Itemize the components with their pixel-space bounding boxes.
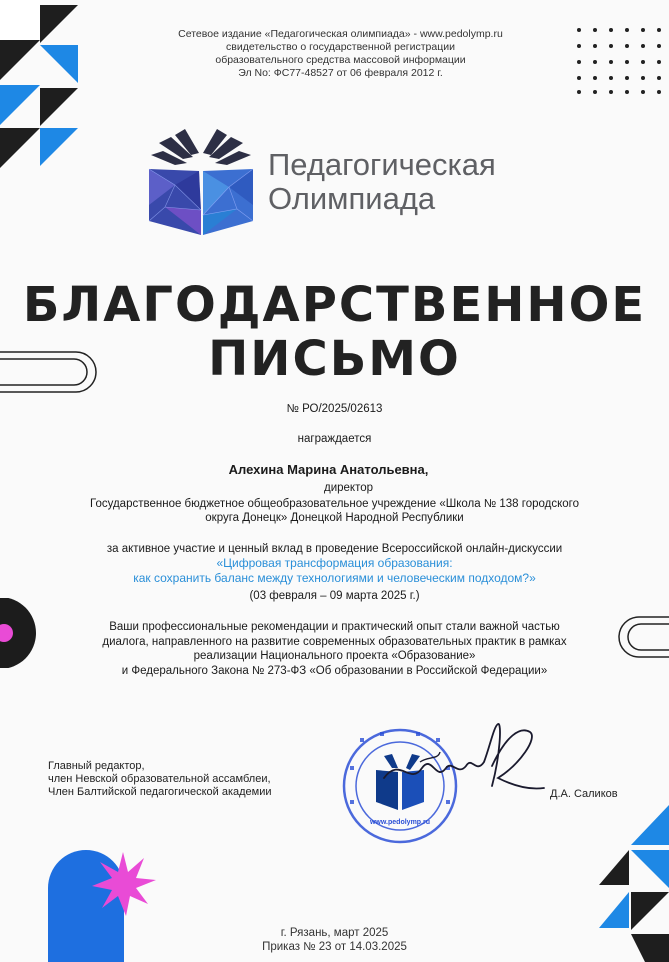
awarded-label: награждается: [297, 433, 372, 445]
header-line: свидетельство о государственной регистрации: [226, 41, 455, 53]
header-line: образовательного средства массовой информации: [215, 54, 466, 66]
role-line: Член Балтийской педагогической академии: [48, 786, 272, 798]
body-line: реализации Национального проекта «Образование»: [193, 650, 476, 662]
event-title: [0, 556, 669, 586]
header-registration: [6, 28, 669, 80]
certificate-number: № РО/2025/02613: [286, 403, 383, 415]
event-title-line: как сохранить баланс между технологиями и человеческим подходом?»: [133, 571, 536, 585]
organization-line: Государственное бюджетное общеобразовательное учреждение «Школа № 138 городского: [90, 498, 579, 510]
title-line: ПИСЬМО: [208, 331, 461, 387]
body-line: диалога, направленного на развитие современных образовательных практик в рамках: [102, 635, 567, 648]
appreciation-text: [0, 620, 669, 678]
body-line: Ваши профессиональные рекомендации и практический опыт стали важной частью: [109, 621, 560, 633]
footer-line: г. Рязань, март 2025: [280, 927, 389, 939]
logo-line: Олимпиада: [268, 181, 436, 216]
role-line: член Невской образовательной ассамблеи,: [48, 773, 271, 785]
handwritten-signature: [380, 716, 550, 806]
logo-wordmark: [268, 148, 496, 216]
event-dates: (03 февраля – 09 марта 2025 г.): [249, 590, 420, 602]
stamp-url: www.pedolymp.ru: [369, 819, 431, 826]
event-intro: за активное участие и ценный вклад в проведение Всероссийской онлайн-дискуссии: [106, 543, 563, 555]
footer: [0, 926, 669, 954]
logo-line: Педагогическая: [268, 147, 496, 182]
role-line: Главный редактор,: [48, 760, 145, 772]
document-title: [0, 278, 669, 386]
recipient-organization: [0, 497, 669, 525]
body-line: и Федерального Закона № 273-ФЗ «Об образовании в Российской Федерации»: [121, 664, 548, 677]
title-line: БЛАГОДАРСТВЕННОЕ: [22, 277, 647, 333]
footer-line: Приказ № 23 от 14.03.2025: [262, 941, 407, 953]
corner-pattern-top-left: [0, 0, 80, 170]
signatory-name: Д.А. Саликов: [550, 788, 618, 800]
paperclip-decoration-left: [0, 348, 100, 396]
recipient-name: Алехина Марина Анатольевна,: [228, 462, 429, 477]
book-logo-icon: [145, 125, 257, 237]
signatory-roles: [48, 760, 272, 799]
recipient-position: директор: [323, 482, 373, 494]
event-title-line: «Цифровая трансформация образования:: [216, 556, 453, 570]
header-line: Эл No: ФС77-48527 от 06 февраля 2012 г.: [238, 67, 443, 79]
organization-line: округа Донецк» Донецкой Народной Республики: [205, 512, 464, 524]
header-line: Сетевое издание «Педагогическая олимпиада» - www.pedolymp.ru: [178, 28, 503, 40]
